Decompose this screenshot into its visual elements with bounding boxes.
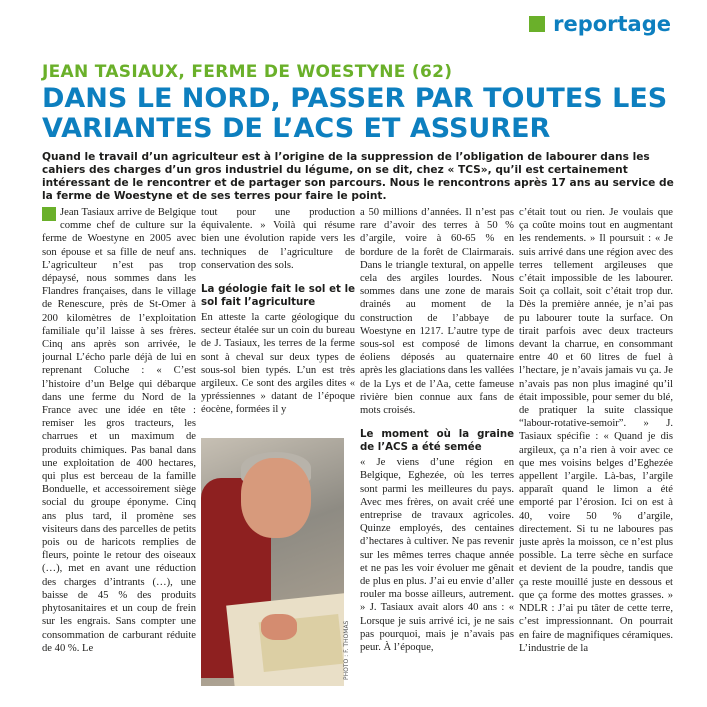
column-1-text: Jean Tasiaux arrive de Belgique comme chef de culture sur la ferme de Woestyne en 2005 avec son épouse et sa fille de neuf ans. L’agriculteur n’est pas trop dépaysé, nous sommes dans les Flandres françaises, dans le village de Renescure, près de St-Omer à 200 kilomètres de l’exploitation familiale qu’il laisse à ses frères. Cinq ans après son arrivée, le journal L’écho parle déjà de lui en reprenant Coluche : « C’est l’histoire d’un Belge qui débarque dans une ferme du Nord de la France avec une idée en tête : remiser les gros tracteurs, les charrues et un maximum de produits chimiques. Pas banal dans une exploitation de 400 hectares, qui plus est berceau de la famille Bonduelle, et accessoirement siège social du groupe éponyme. Cinq ans plus tard, il promène ses visiteurs dans des parcelles de petits pois ou de haricots remplies de fleurs, pointe le retour des oiseaux (…), met en avant une réduction des charges d’intrants (…), une baisse de 45 % des produits phytosanitaires et un coup de frein sur les engrais. Sans compter une consommation de carburant réduite de 40 %. Le xyxy=(42,207,196,654)
kicker: JEAN TASIAUX, FERME DE WOESTYNE (62) xyxy=(42,62,453,82)
column-4-text: c’était tout ou rien. Je voulais que ça coûte moins tout en augmentant les rendements. » Il poursuit : « Je suis arrivé dans une région avec des terres tellement argileuses que c’était impossible de les labourer. Soit ça collait, soit c’était trop dur. Dès la première année, je n’ai pas pu labourer toute la surface. On tirait parfois avec deux tracteurs devant la charrue, en consommant entre 40 et 60 litres de fuel à l’hectare, je n’avais jamais vu ça. Je n’avais pas non plus imaginé qu’il était impossible, pour semer du blé, de pratiquer la suite classique “labour-rotative-semoir”. » J. Tasiaux spécifie : « Quand je dis argileux, ça n’a rien à voir avec ce que mes voisins belges d’Eghezée appellent l’argile. Là-bas, l’argile apparaît quand le limon a été emporté par l’érosion. Ici on est à 40, voire 50 % d’argile, directement. Si tu ne laboures pas juste après la moisson, ce n’est plus possible. La terre sèche en surface et devient de la poudre, tandis que ça reste mouillé juste en dessous et que ça forme des mottes grasses. » NDLR : J’ai pu tâter de cette terre, c’est impressionnant. On pourrait en faire de magnifiques céramiques. L’industrie de la xyxy=(519,207,673,654)
column-3 xyxy=(360,206,514,701)
subhead-geologie: La géologie fait le sol et le sol fait l’agriculture xyxy=(201,284,355,308)
lettrine-square-icon xyxy=(42,207,56,221)
section-square-icon xyxy=(529,16,545,32)
column-3-body-text: « Je viens d’une région en Belgique, Eghezée, où les terres sont parmi les meilleures du pays. Avec mes frères, on avait créé une entreprise de travaux agricoles. Quinze employés, des centaines d’hectares à cultiver. Ne pas revenir sur les mêmes terres chaque année et ne pas les voir évoluer me gênait de plus en plus. J’ai eu envie d’aller rouler ma bosse ailleurs, autrement. » J. Tasiaux avait alors 40 ans : « Lorsque je suis arrivé ici, je ne sais pas pourquoi, mais je n’avais pas peur. À l’époque, xyxy=(360,457,514,654)
subhead-moment-graine: Le moment où la graine de l’ACS a été semée xyxy=(360,429,514,453)
headline: DANS LE NORD, PASSER PAR TOUTES LES VARIANTES DE L’ACS ET ASSURER xyxy=(42,83,668,144)
column-2-top-text: tout pour une production équivalente. » Voilà qui résume bien une évolution rapide vers les techniques de l’agriculture de conservation des sols. xyxy=(201,207,355,271)
section-tag xyxy=(529,12,671,36)
farmer-with-map-photo xyxy=(201,438,344,686)
column-3-top-text: a 50 millions d’années. Il n’est pas rare d’avoir des terres à 50 % d’argile, voire à 60-65 % en bordure de la forêt de Clairmarais. Dans le triangle textural, on appelle cela des argiles lourdes. Nous sommes dans une zone de marais drainés au moment de la construction de l’abbaye de Woestyne en 1217. L’autre type de sous-sol est composé de limons éoliens déposés au quaternaire après les glaciations dans les vallées de la Lys et de l’Aa, cette fameuse rivière bien connue aux fans de mots croisés. xyxy=(360,207,514,417)
column-2-body-text: En atteste la carte géologique du secteur étalée sur un coin du bureau de J. Tasiaux, les terres de la ferme sont à cheval sur deux types de sous-sol bien typés. L’un est très argileux. Ce sont des argiles dites « ypréssiennes » datant de l’époque éocène, formées il y xyxy=(201,312,355,416)
chapo: Quand le travail d’un agriculteur est à l’origine de la suppression de l’obligation de labourer dans les cahiers des charges d’un gros industriel du légume, on se dit, chez « TCS», qu’il est certainement intéressant de le rencontrer et de partager son parcours. Nous le rencontrons après 17 ans au service de la ferme de Woestyne et de ses terres pour faire le point. xyxy=(42,151,674,202)
column-4 xyxy=(519,206,673,701)
section-label: reportage xyxy=(553,12,671,36)
photo-credit: PHOTO : F. THOMAS xyxy=(343,620,350,680)
column-1 xyxy=(42,206,196,701)
